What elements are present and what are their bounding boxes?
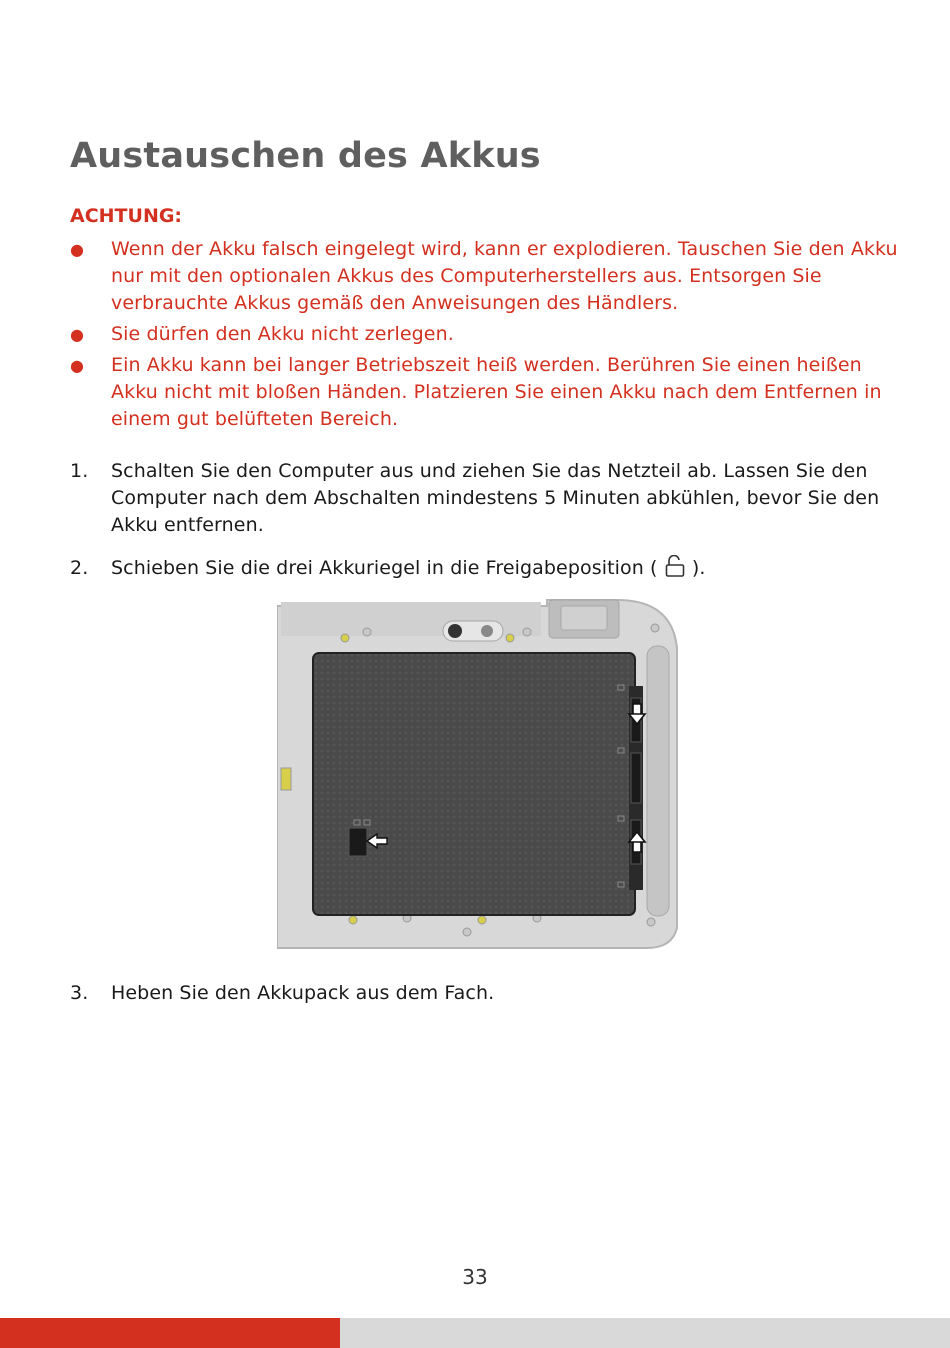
bullet-icon: ● — [70, 240, 85, 259]
step-1 — [70, 458, 900, 539]
steps-list — [70, 980, 900, 1007]
unlock-icon — [664, 555, 686, 585]
caution-text: Wenn der Akku falsch eingelegt wird, kann er explodieren. Tauschen Sie den Akku nur mit den optionalen Akkus des Computerherstellers aus. Entsorgen Sie verbrauchte Akkus gemäß den Anweisungen des Händlers. — [111, 238, 898, 314]
step-number: 3. — [70, 982, 89, 1004]
step-2 — [70, 555, 900, 585]
step-text-before: Schieben Sie die drei Akkuriegel in die Freigabeposition ( — [111, 557, 658, 579]
step-text-after: ). — [691, 557, 706, 579]
caution-list — [70, 236, 900, 437]
steps-list — [70, 458, 900, 539]
step-number: 1. — [70, 460, 89, 482]
page-title: Austauschen des Akkus — [70, 136, 541, 176]
step-number: 2. — [70, 557, 89, 579]
step-3 — [70, 980, 900, 1007]
caution-item — [70, 236, 900, 317]
caution-item — [70, 352, 900, 433]
footer-accent-bar — [0, 1318, 340, 1348]
caution-text: Sie dürfen den Akku nicht zerlegen. — [111, 323, 454, 345]
caution-item — [70, 321, 900, 348]
footer-gray-bar — [340, 1318, 950, 1348]
step-text: Schalten Sie den Computer aus und ziehen Sie das Netzteil ab. Lassen Sie den Computer nach dem Abschalten mindestens 5 Minuten abkühlen, bevor Sie den Akku entfernen. — [111, 460, 880, 536]
caution-text: Ein Akku kann bei langer Betriebszeit heiß werden. Berühren Sie einen heißen Akku nicht mit bloßen Händen. Platzieren Sie einen Akku nach dem Entfernen in einem gut belüfteten Bereich. — [111, 354, 882, 430]
caution-heading: ACHTUNG: — [70, 205, 183, 227]
step-text: Heben Sie den Akkupack aus dem Fach. — [111, 982, 495, 1004]
page-number: 33 — [462, 1265, 488, 1289]
steps-list — [70, 555, 900, 585]
battery-release-illustration — [277, 598, 680, 950]
bullet-icon: ● — [70, 356, 85, 375]
bullet-icon: ● — [70, 325, 85, 344]
